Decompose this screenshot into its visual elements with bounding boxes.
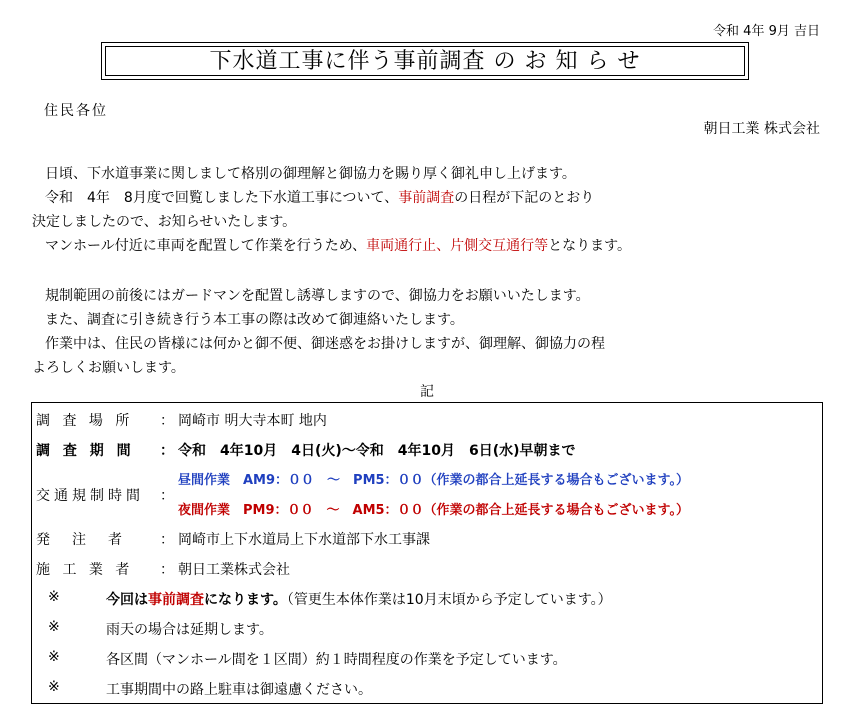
note-1-part-b: になります。	[204, 592, 287, 608]
body-line-4-part-a: マンホール付近に車両を配置して作業を行うため、	[45, 238, 367, 254]
note-3-mark: ※	[48, 649, 60, 665]
note-1-part-a: 今回は	[106, 592, 148, 608]
body-line-8: よろしくお願いします。	[32, 360, 185, 376]
note-1-highlight: 事前調査	[148, 592, 204, 608]
page-title: 下水道工事に伴う事前調査 の お 知 ら せ	[105, 46, 745, 76]
location-label: 調 査 場 所	[36, 413, 134, 429]
period-colon: ：	[160, 443, 174, 459]
body-line-6: また、調査に引き続き行う本工事の際は改めて御連絡いたします。	[45, 312, 464, 328]
night-work-hours: 夜間作業 PM9：００ ～ AM5：００（作業の都合上延長する場合もございます。）	[178, 503, 690, 518]
body-line-2	[45, 187, 594, 207]
contractor-value: 朝日工業株式会社	[178, 562, 290, 578]
highlight-pre-survey: 事前調査	[398, 190, 455, 206]
day-work-hours: 昼間作業 AM9：００ ～ PM5：００（作業の都合上延長する場合もございます。）	[178, 473, 690, 488]
note-1-part-c: （管更生本体作業は10月末頃から予定しています。）	[286, 592, 612, 608]
note-4: 工事期間中の路上駐車は御遠慮ください。	[106, 682, 372, 698]
note-4-mark: ※	[48, 679, 60, 695]
location-value: 岡崎市 明大寺本町 地内	[178, 413, 327, 429]
sender: 朝日工業 株式会社	[703, 121, 820, 137]
body-line-1: 日頃、下水道事業に関しまして格別の御理解と御協力を賜り厚く御礼申し上げます。	[45, 166, 576, 182]
highlight-traffic-restriction: 車両通行止、片側交互通行等	[366, 238, 549, 254]
orderer-value: 岡崎市上下水道局上下水道部下水工事課	[178, 532, 430, 548]
contractor-colon: ：	[160, 562, 174, 578]
notice-date: 令和 4年 9月 吉日	[713, 24, 820, 39]
body-line-2-part-b: の日程が下記のとおり	[454, 190, 595, 206]
note-3: 各区間（マンホール間を１区間）約１時間程度の作業を予定しています。	[106, 652, 567, 668]
ki-marker: 記	[420, 384, 434, 400]
title-frame	[101, 42, 749, 80]
note-2-mark: ※	[48, 619, 60, 635]
orderer-colon: ：	[160, 532, 174, 548]
note-1	[106, 589, 612, 609]
traffic-colon: ：	[160, 488, 174, 504]
note-2: 雨天の場合は延期します。	[106, 622, 273, 638]
period-value: 令和 4年10月 4日(火)～令和 4年10月 6日(水)早朝まで	[178, 443, 576, 459]
traffic-label: 交通規制時間	[36, 488, 144, 504]
note-1-mark: ※	[48, 589, 60, 605]
recipient: 住民各位	[44, 103, 108, 119]
body-line-5: 規制範囲の前後にはガードマンを配置し誘導しますので、御協力をお願いいたします。	[45, 288, 590, 304]
body-line-4	[45, 235, 631, 255]
location-colon: ：	[160, 413, 174, 429]
body-line-7: 作業中は、住民の皆様には何かと御不便、御迷惑をお掛けしますが、御理解、御協力の程	[45, 336, 605, 352]
orderer-label: 発 注 者	[36, 532, 126, 548]
body-line-3: 決定しましたので、お知らせいたします。	[32, 214, 297, 230]
details-table	[31, 402, 823, 704]
body-line-4-part-b: となります。	[548, 238, 632, 254]
body-line-2-part-a: 令和 4年 8月度で回覧しました下水道工事について、	[45, 190, 399, 206]
period-label: 調 査 期 間	[36, 443, 135, 459]
contractor-label: 施 工 業 者	[36, 562, 134, 578]
